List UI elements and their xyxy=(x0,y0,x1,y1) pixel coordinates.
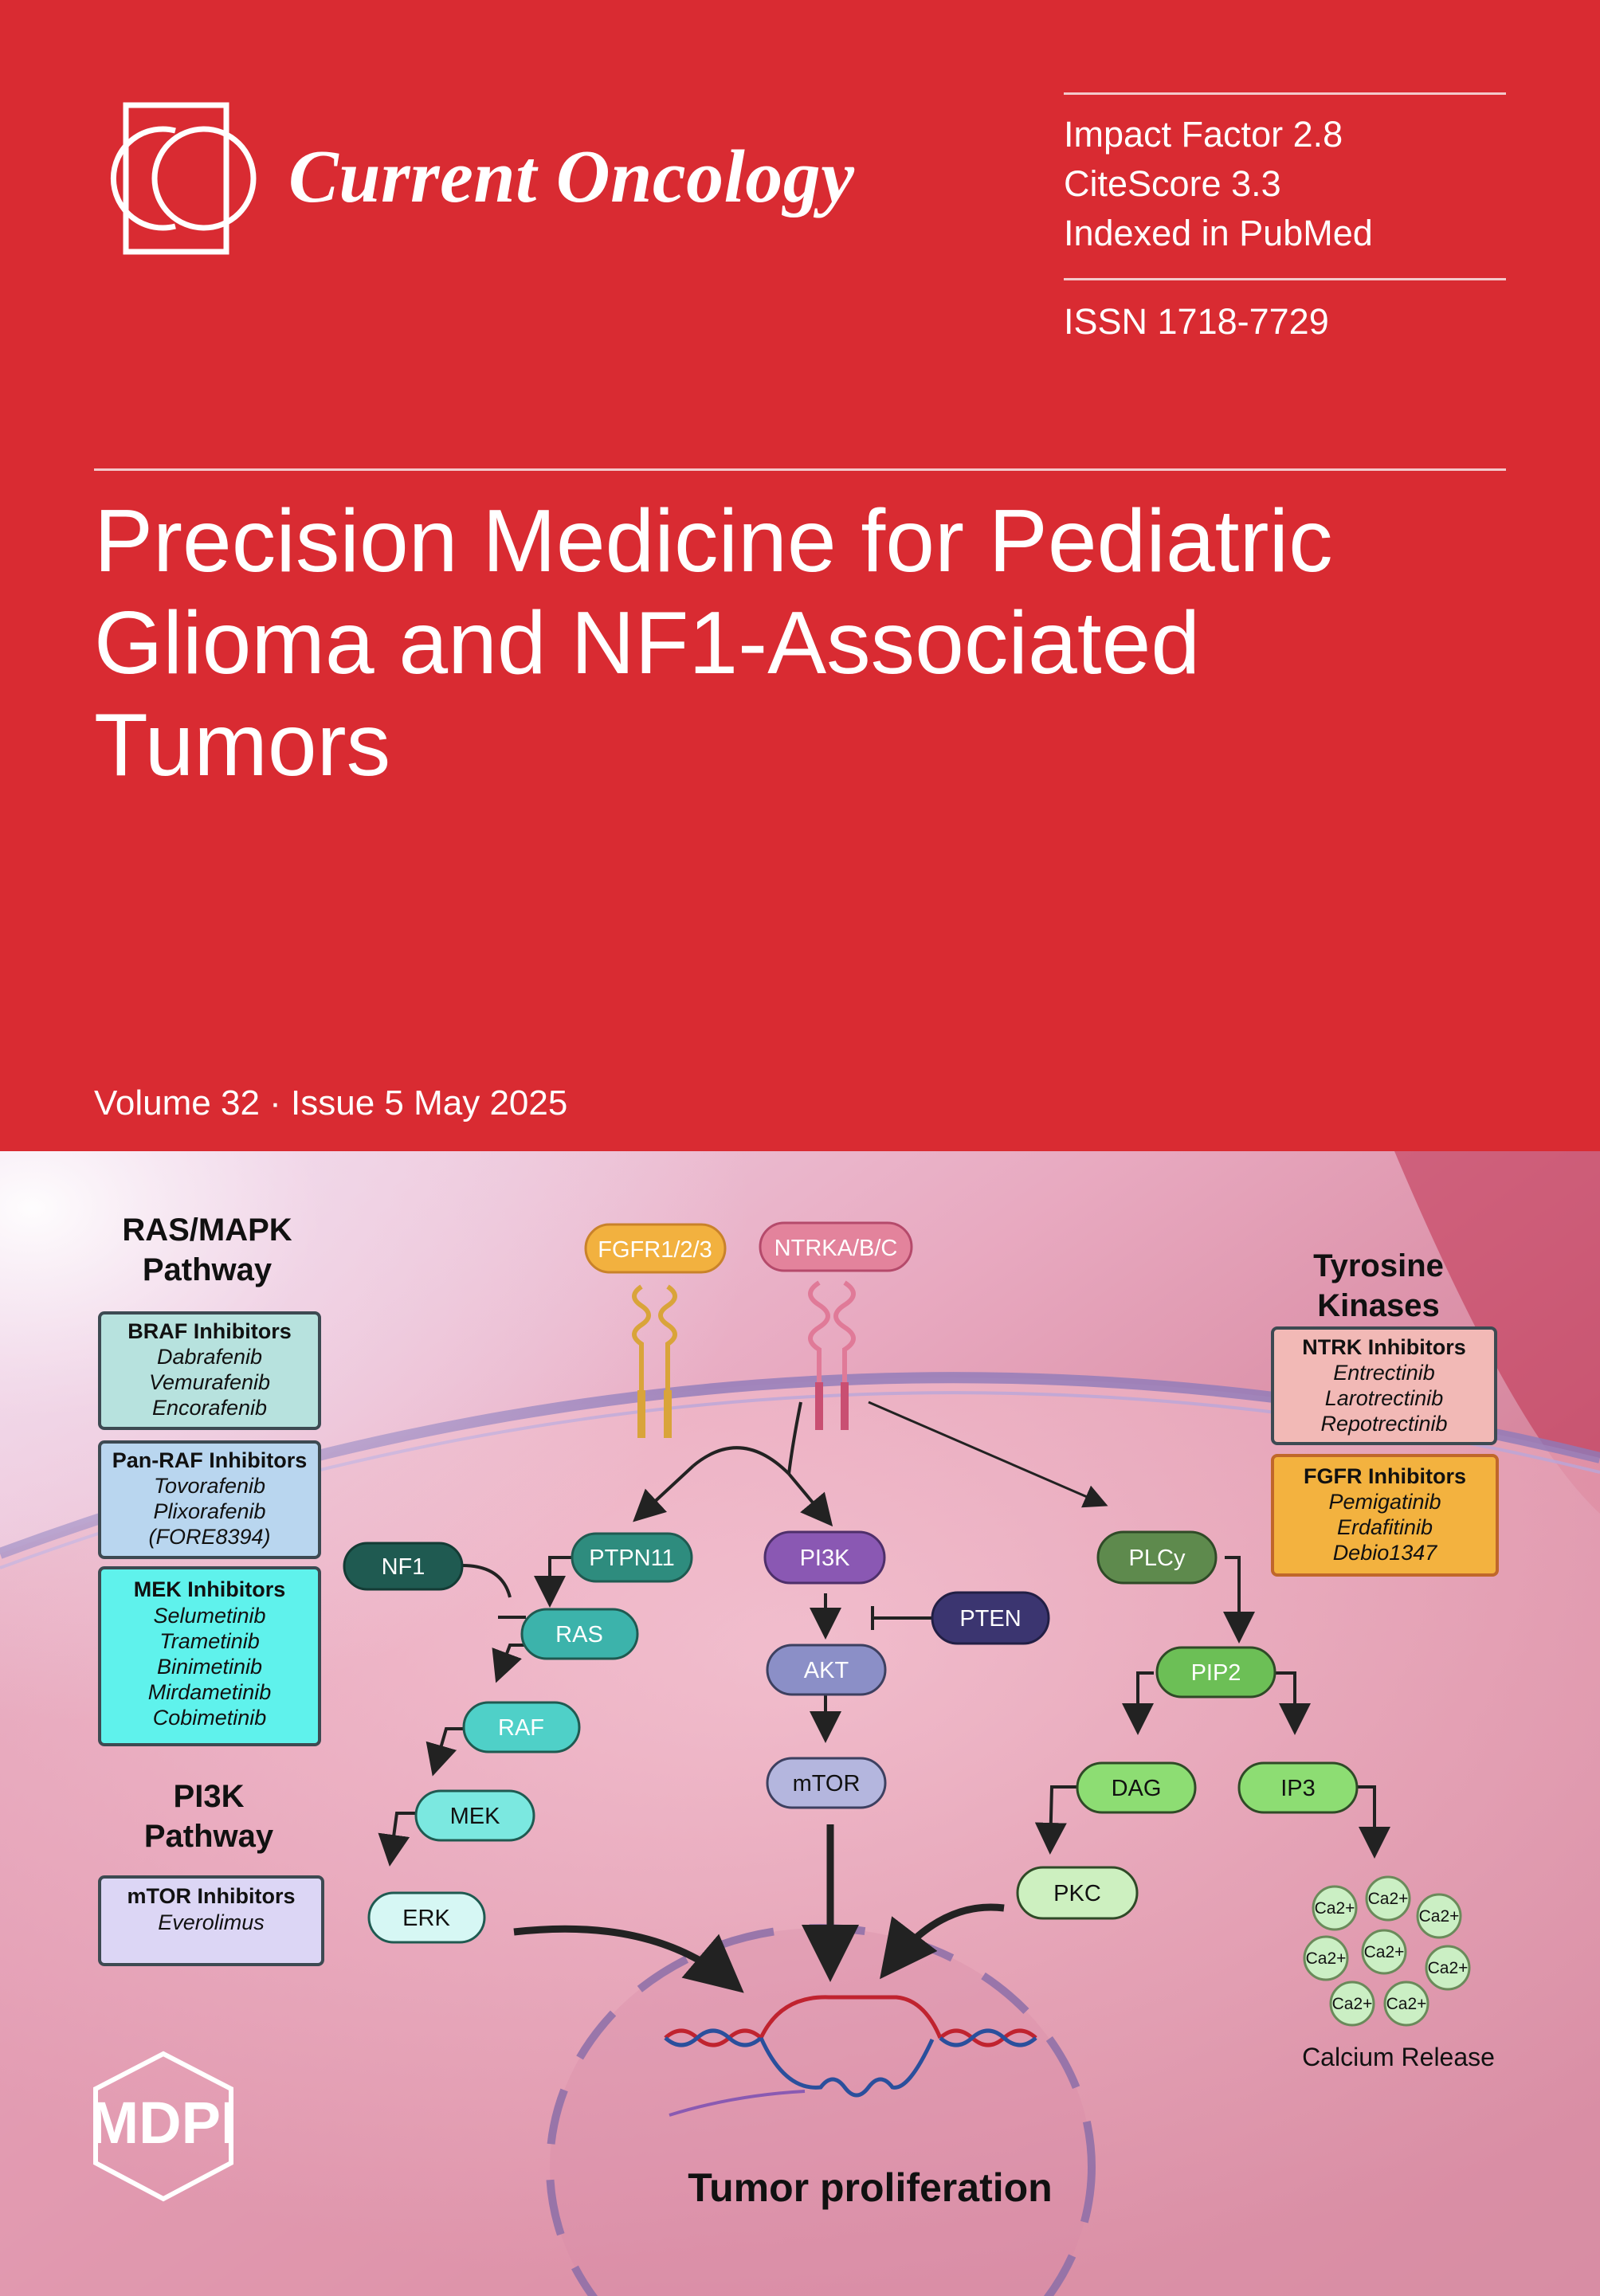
svg-text:mTOR Inhibitors: mTOR Inhibitors xyxy=(127,1884,296,1908)
pi3k-heading: PI3K xyxy=(173,1779,245,1814)
ntrk-receptor-label: NTRKA/B/C xyxy=(774,1236,898,1261)
svg-text:NF1: NF1 xyxy=(381,1554,425,1580)
ras-mapk-heading: RAS/MAPK xyxy=(122,1213,292,1248)
calcium-ion xyxy=(1367,1877,1410,1920)
metrics-bottom-rule xyxy=(1064,278,1506,280)
title-line: Glioma and NF1-Associated xyxy=(94,594,1201,692)
fgfr-inhibitors-box xyxy=(1273,1456,1497,1575)
calcium-ion xyxy=(1331,1982,1374,2025)
node-pten xyxy=(932,1593,1049,1644)
svg-text:Vemurafenib: Vemurafenib xyxy=(148,1370,271,1394)
node-pkc xyxy=(1018,1867,1137,1918)
svg-text:PKC: PKC xyxy=(1053,1881,1101,1906)
svg-text:Ca2+: Ca2+ xyxy=(1418,1907,1460,1926)
mek-inhibitors-box xyxy=(100,1568,320,1745)
node-ptpn11 xyxy=(572,1534,692,1581)
node-dag xyxy=(1077,1763,1195,1812)
svg-text:PI3K: PI3K xyxy=(799,1546,850,1571)
node-plcy xyxy=(1098,1532,1216,1583)
svg-text:FGFR Inhibitors: FGFR Inhibitors xyxy=(1304,1464,1466,1488)
node-raf xyxy=(464,1702,579,1752)
calcium-ion xyxy=(1313,1887,1356,1930)
node-erk xyxy=(369,1893,484,1942)
title-rule xyxy=(94,468,1506,471)
metrics-top-rule xyxy=(1064,92,1506,95)
journal-logo-icon xyxy=(94,102,261,261)
svg-text:MEK Inhibitors: MEK Inhibitors xyxy=(133,1577,286,1601)
tumor-proliferation-label: Tumor proliferation xyxy=(688,2165,1053,2210)
svg-text:DAG: DAG xyxy=(1111,1776,1162,1801)
pi3k-heading: Pathway xyxy=(143,1819,274,1854)
calcium-ion xyxy=(1304,1937,1347,1980)
title-line: Precision Medicine for Pediatric xyxy=(94,492,1333,590)
node-mek xyxy=(416,1791,534,1840)
journal-metrics xyxy=(1064,110,1506,258)
node-pi3k xyxy=(765,1532,884,1583)
svg-text:MDPI: MDPI xyxy=(89,2090,237,2156)
svg-text:MEK: MEK xyxy=(449,1804,500,1829)
svg-text:NTRK Inhibitors: NTRK Inhibitors xyxy=(1302,1335,1466,1359)
pathway-illustration xyxy=(0,1151,1600,2296)
indexing: Indexed in PubMed xyxy=(1064,213,1373,253)
node-pip2 xyxy=(1157,1648,1275,1697)
svg-text:PIP2: PIP2 xyxy=(1190,1660,1241,1686)
svg-text:Debio1347: Debio1347 xyxy=(1332,1541,1437,1565)
calcium-ion xyxy=(1385,1982,1428,2025)
svg-text:Ca2+: Ca2+ xyxy=(1386,1995,1427,2013)
node-ip3 xyxy=(1239,1763,1357,1812)
svg-text:Tovorafenib: Tovorafenib xyxy=(153,1474,266,1498)
svg-text:(FORE8394): (FORE8394) xyxy=(148,1525,271,1549)
svg-text:Binimetinib: Binimetinib xyxy=(156,1655,263,1679)
pan-raf-inhibitors-box xyxy=(100,1442,320,1557)
tyrosine-heading: Kinases xyxy=(1317,1288,1440,1323)
svg-text:Ca2+: Ca2+ xyxy=(1331,1995,1373,2013)
svg-text:Mirdametinib: Mirdametinib xyxy=(147,1680,272,1704)
svg-text:Repotrectinib: Repotrectinib xyxy=(1320,1412,1448,1436)
calcium-release-label: Calcium Release xyxy=(1302,2043,1495,2071)
svg-text:Larotrectinib: Larotrectinib xyxy=(1324,1386,1444,1410)
calcium-ion xyxy=(1418,1894,1461,1937)
node-mtor xyxy=(767,1758,885,1808)
svg-text:Ca2+: Ca2+ xyxy=(1363,1943,1405,1961)
impact-factor: Impact Factor 2.8 xyxy=(1064,114,1343,155)
svg-text:BRAF Inhibitors: BRAF Inhibitors xyxy=(127,1319,292,1343)
svg-text:Everolimus: Everolimus xyxy=(158,1910,265,1934)
svg-text:Pemigatinib: Pemigatinib xyxy=(1328,1490,1441,1514)
svg-text:mTOR: mTOR xyxy=(792,1771,861,1796)
svg-text:Erdafitinib: Erdafitinib xyxy=(1336,1515,1433,1539)
node-akt xyxy=(767,1645,885,1695)
ntrk-inhibitors-box xyxy=(1273,1328,1496,1444)
ras-mapk-heading: Pathway xyxy=(142,1252,273,1287)
svg-text:Ca2+: Ca2+ xyxy=(1427,1959,1469,1977)
svg-text:Trametinib: Trametinib xyxy=(159,1629,260,1653)
journal-name: Current Oncology xyxy=(288,135,855,218)
calcium-ion xyxy=(1426,1946,1469,1989)
article-title xyxy=(94,490,1528,796)
svg-text:Plixorafenib: Plixorafenib xyxy=(153,1499,266,1523)
node-ras xyxy=(522,1609,637,1659)
svg-text:PTEN: PTEN xyxy=(959,1606,1022,1632)
citescore: CiteScore 3.3 xyxy=(1064,163,1281,204)
svg-text:RAS: RAS xyxy=(555,1622,603,1648)
calcium-ion xyxy=(1363,1930,1406,1973)
tyrosine-heading: Tyrosine xyxy=(1313,1248,1444,1283)
svg-text:IP3: IP3 xyxy=(1280,1776,1316,1801)
svg-text:Ca2+: Ca2+ xyxy=(1305,1949,1347,1968)
svg-text:RAF: RAF xyxy=(498,1715,544,1741)
svg-text:Selumetinib: Selumetinib xyxy=(153,1604,266,1628)
svg-text:Ca2+: Ca2+ xyxy=(1314,1899,1355,1918)
svg-text:Pan-RAF Inhibitors: Pan-RAF Inhibitors xyxy=(112,1448,308,1472)
svg-text:PTPN11: PTPN11 xyxy=(589,1546,675,1571)
svg-text:Encorafenib: Encorafenib xyxy=(151,1396,268,1420)
issn: ISSN 1718-7729 xyxy=(1064,301,1329,342)
title-line: Tumors xyxy=(94,695,391,794)
svg-text:ERK: ERK xyxy=(402,1906,450,1931)
svg-text:Cobimetinib: Cobimetinib xyxy=(152,1706,267,1730)
fgfr-receptor-label: FGFR1/2/3 xyxy=(598,1237,712,1263)
svg-text:Dabrafenib: Dabrafenib xyxy=(156,1345,263,1369)
issue-line: Volume 32 · Issue 5 May 2025 xyxy=(94,1083,568,1123)
braf-inhibitors-box xyxy=(100,1313,320,1428)
svg-text:Entrectinib: Entrectinib xyxy=(1333,1361,1435,1385)
svg-text:PLCy: PLCy xyxy=(1128,1546,1186,1571)
svg-text:Ca2+: Ca2+ xyxy=(1367,1890,1409,1908)
node-nf1 xyxy=(344,1543,462,1589)
mtor-inhibitors-box xyxy=(100,1877,323,1965)
svg-text:AKT: AKT xyxy=(803,1658,849,1683)
